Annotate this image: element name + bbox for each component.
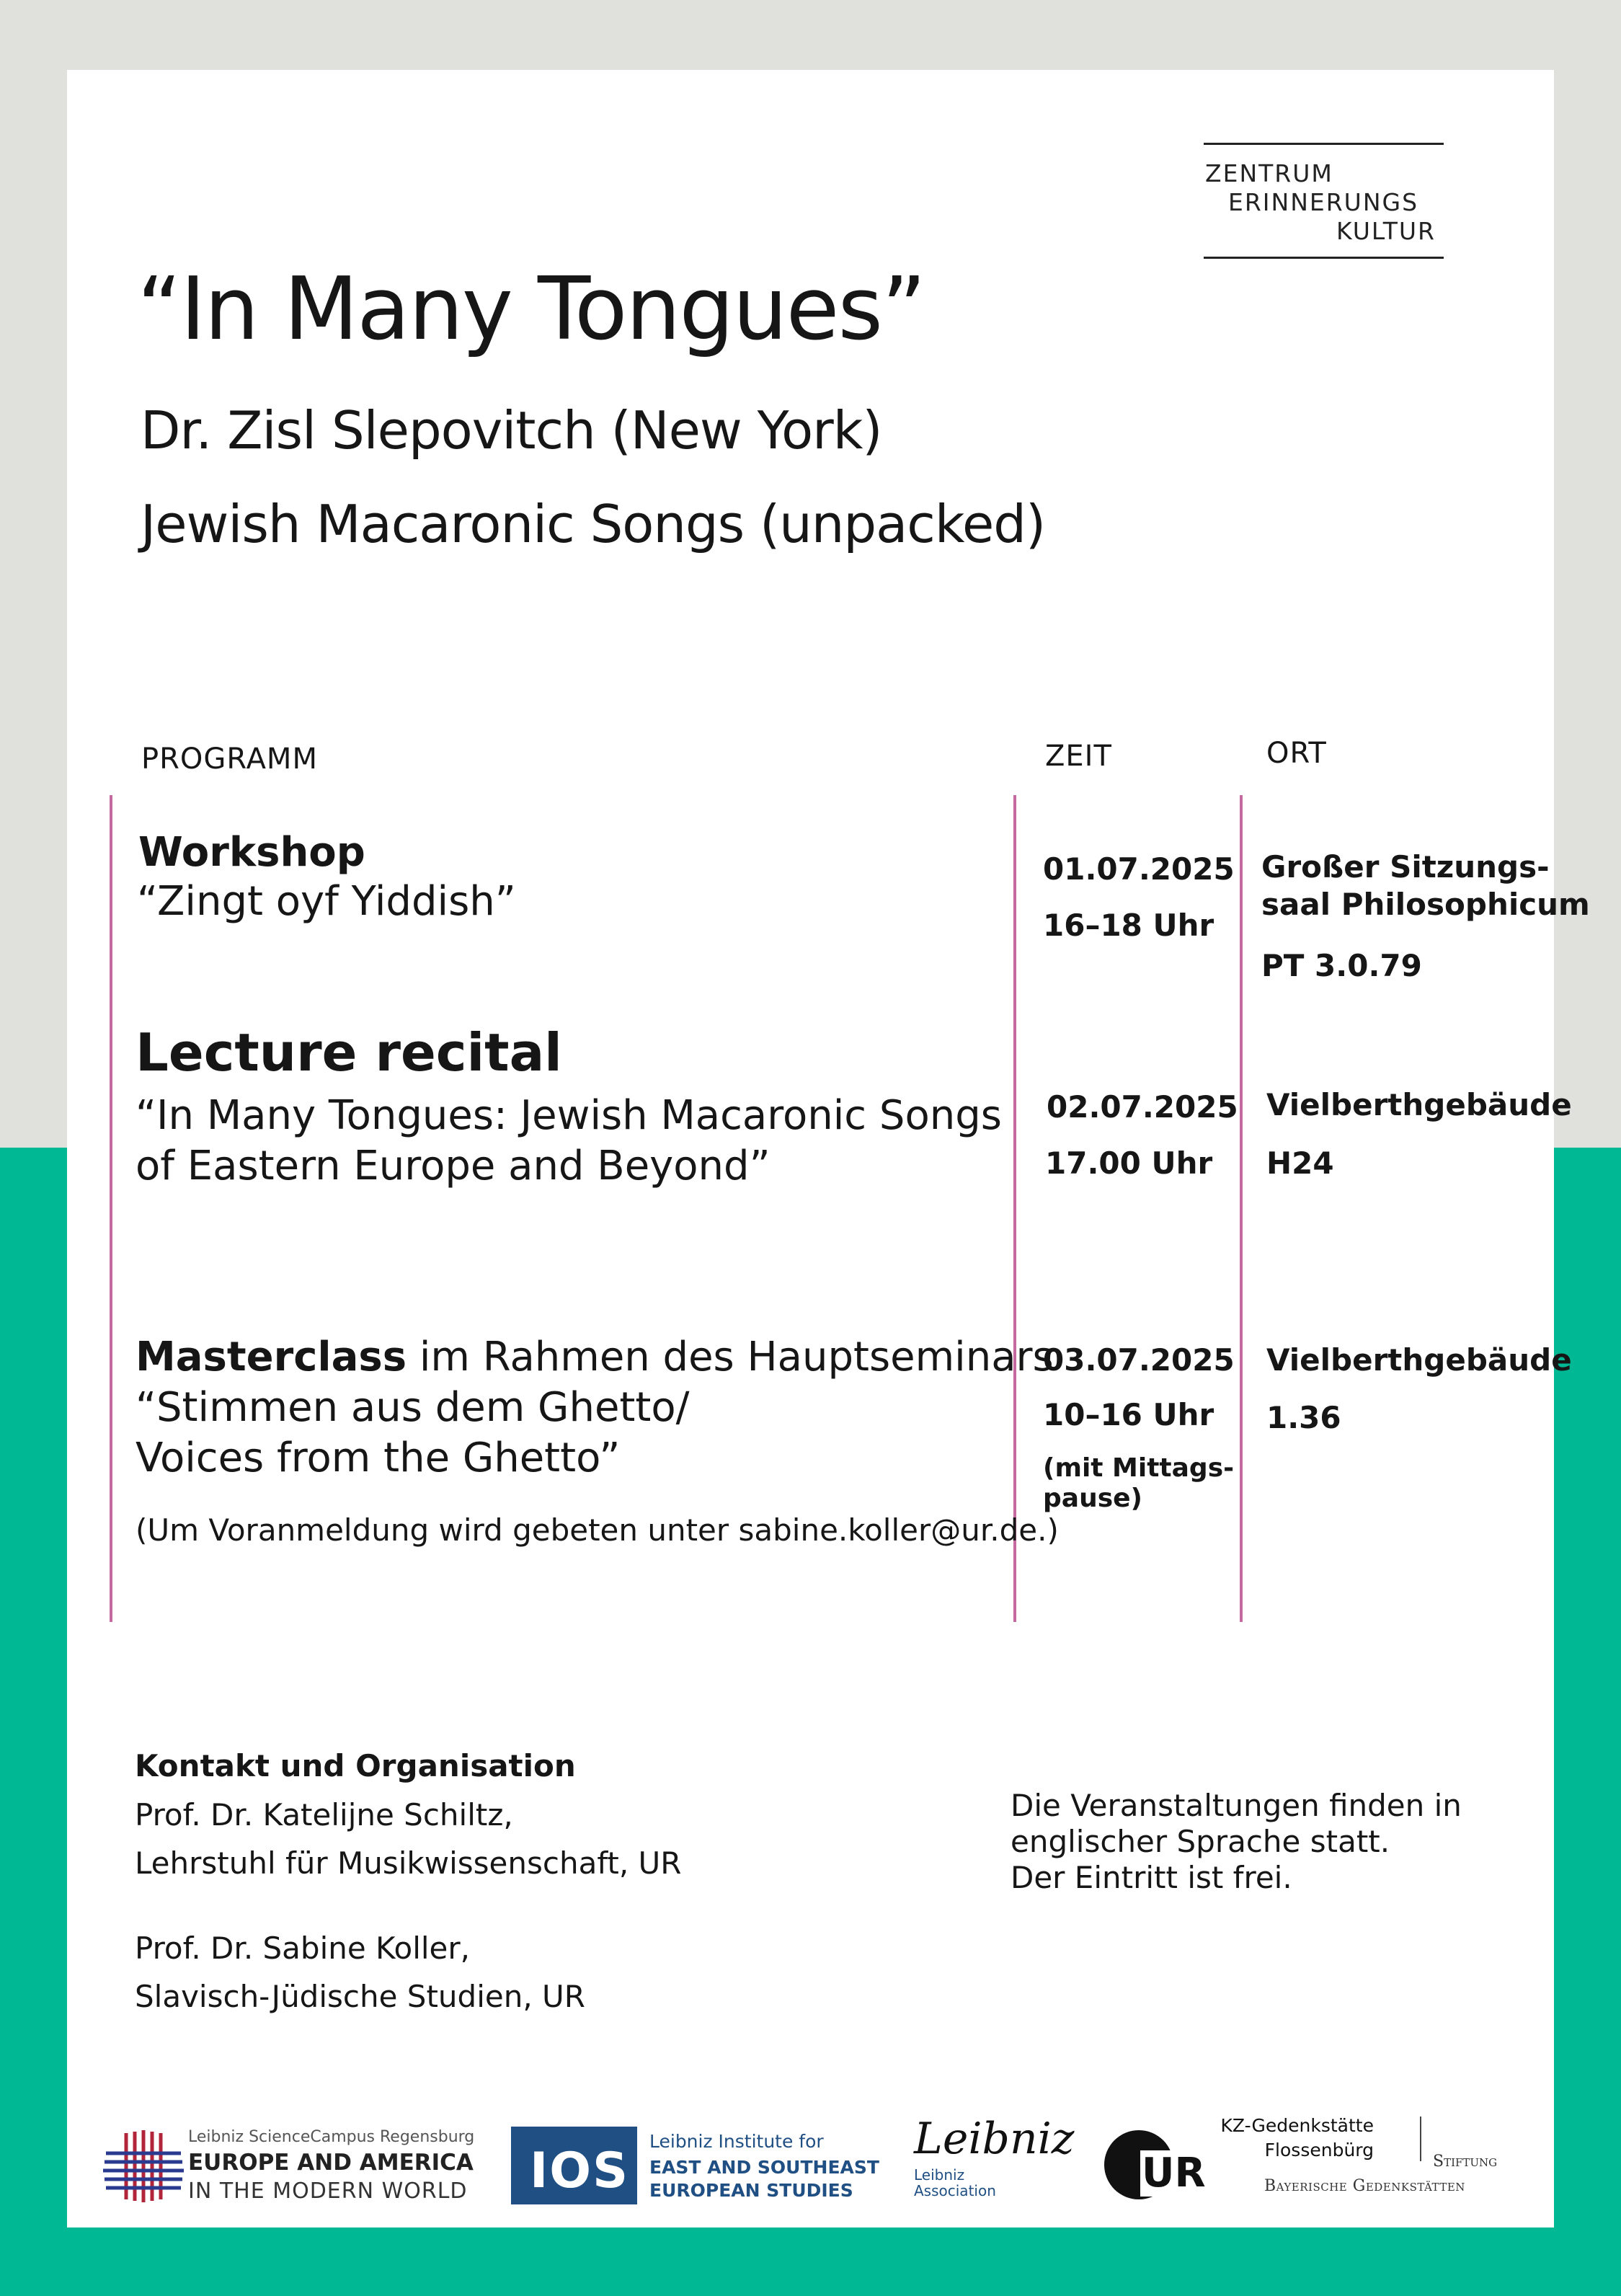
leibniz-text-line2: Association <box>914 2182 996 2199</box>
ur-mark: UR <box>1142 2150 1206 2197</box>
event-3-name-line1: “Stimmen aus dem Ghetto/ <box>136 1384 690 1431</box>
kz-line-4: Bayerische Gedenkstätten <box>1264 2177 1465 2195</box>
kz-gedenkstaette-logo <box>1220 2115 1529 2202</box>
event-3-type-suffix: im Rahmen des Hauptseminars <box>407 1334 1054 1380</box>
eaw-grid-icon <box>103 2130 184 2202</box>
ur-logo <box>1103 2129 1204 2201</box>
event-3-time: 10–16 Uhr <box>1043 1397 1214 1432</box>
event-3-date: 03.07.2025 <box>1043 1342 1235 1378</box>
ios-line-1: Leibniz Institute for <box>649 2131 824 2152</box>
event-2-time: 17.00 Uhr <box>1045 1145 1213 1181</box>
leibniz-text <box>914 2167 996 2199</box>
zentrum-erinnerungskultur-logo <box>1204 143 1444 259</box>
event-1-place-line1: Großer Sitzungs- <box>1261 849 1550 885</box>
eaw-sub-line: IN THE MODERN WORLD <box>188 2178 468 2204</box>
info-line-1: Die Veranstaltungen finden in <box>1011 1788 1462 1823</box>
divider-place <box>1240 795 1243 1622</box>
info-line-2: englischer Sprache statt. <box>1011 1824 1390 1859</box>
event-3-room: 1.36 <box>1266 1400 1341 1435</box>
eaw-top-line: Leibniz ScienceCampus Regensburg <box>188 2128 475 2146</box>
event-2-date: 02.07.2025 <box>1047 1089 1238 1125</box>
event-3-type-line <box>136 1334 1054 1380</box>
contact-person-1: Prof. Dr. Katelijne Schiltz, <box>135 1797 513 1832</box>
kz-line-2: Flossenbürg <box>1264 2140 1374 2160</box>
event-2-name-line1: “In Many Tongues: Jewish Macaronic Songs <box>136 1092 1002 1139</box>
ios-mark: IOS <box>530 2142 630 2199</box>
logo-line-3: KULTUR <box>1336 217 1436 245</box>
eaw-logo <box>103 2127 475 2206</box>
event-1-date: 01.07.2025 <box>1043 851 1235 887</box>
leibniz-signature: Leibniz <box>914 2114 1075 2164</box>
event-1-place-line2: saal Philosophicum <box>1261 887 1590 922</box>
event-3-time-note-line1: (mit Mittags- <box>1043 1453 1235 1483</box>
contact-heading: Kontakt und Organisation <box>135 1748 576 1783</box>
event-1-room: PT 3.0.79 <box>1261 948 1422 983</box>
leibniz-association-logo <box>914 2106 1075 2209</box>
event-3-time-note-line2: pause) <box>1043 1484 1142 1513</box>
event-3-registration-note: (Um Voranmeldung wird gebeten unter sabine.koller@ur.de.) <box>136 1512 1059 1548</box>
event-2-name-line2: of Eastern Europe and Beyond” <box>136 1143 770 1189</box>
eaw-main-line: EUROPE AND AMERICA <box>188 2150 474 2176</box>
contact-affiliation-2: Slavisch-Jüdische Studien, UR <box>135 1979 585 2014</box>
event-1-type: Workshop <box>138 829 365 876</box>
leibniz-text-line1: Leibniz <box>914 2166 965 2184</box>
column-header-time: ZEIT <box>1045 740 1112 773</box>
logo-line-1: ZEN​TRUM <box>1205 159 1333 187</box>
event-3-name-line2: Voices from the Ghetto” <box>136 1435 621 1481</box>
page-title: “In Many Tongues” <box>137 260 925 360</box>
subtitle-line: Jewish Macaronic Songs (unpacked) <box>141 494 1046 554</box>
kz-line-1: KZ-Gedenkstätte <box>1220 2115 1374 2136</box>
event-2-place: Vielberthgebäude <box>1266 1087 1572 1122</box>
event-3-time-note <box>1043 1453 1234 1514</box>
logo-line-2: ERINNERUNGS <box>1228 188 1419 216</box>
event-2-type: Lecture recital <box>136 1022 562 1083</box>
event-3-place: Vielberthgebäude <box>1266 1342 1572 1378</box>
speaker-line: Dr. Zisl Slepovitch (New York) <box>141 400 882 461</box>
column-header-program: PROGRAMM <box>141 743 318 776</box>
event-2-room: H24 <box>1266 1145 1334 1181</box>
divider-time <box>1013 795 1016 1622</box>
kz-divider <box>1420 2117 1421 2161</box>
ios-mark-box <box>511 2127 637 2204</box>
column-header-place: ORT <box>1266 737 1327 770</box>
contact-person-2: Prof. Dr. Sabine Koller, <box>135 1931 470 1966</box>
event-1-time: 16–18 Uhr <box>1043 908 1214 943</box>
ios-logo <box>511 2127 879 2207</box>
ios-line-2: EAST AND SOUTHEAST <box>649 2157 879 2178</box>
event-3-type: Masterclass <box>136 1334 407 1380</box>
info-line-3: Der Eintritt ist frei. <box>1011 1860 1292 1895</box>
ios-line-3: EUROPEAN STUDIES <box>649 2180 853 2201</box>
divider-left <box>110 795 112 1622</box>
kz-line-3: Stiftung <box>1433 2153 1498 2171</box>
event-1-name: “Zingt oyf Yiddish” <box>137 878 516 925</box>
contact-affiliation-1: Lehrstuhl für Musikwissenschaft, UR <box>135 1845 682 1881</box>
